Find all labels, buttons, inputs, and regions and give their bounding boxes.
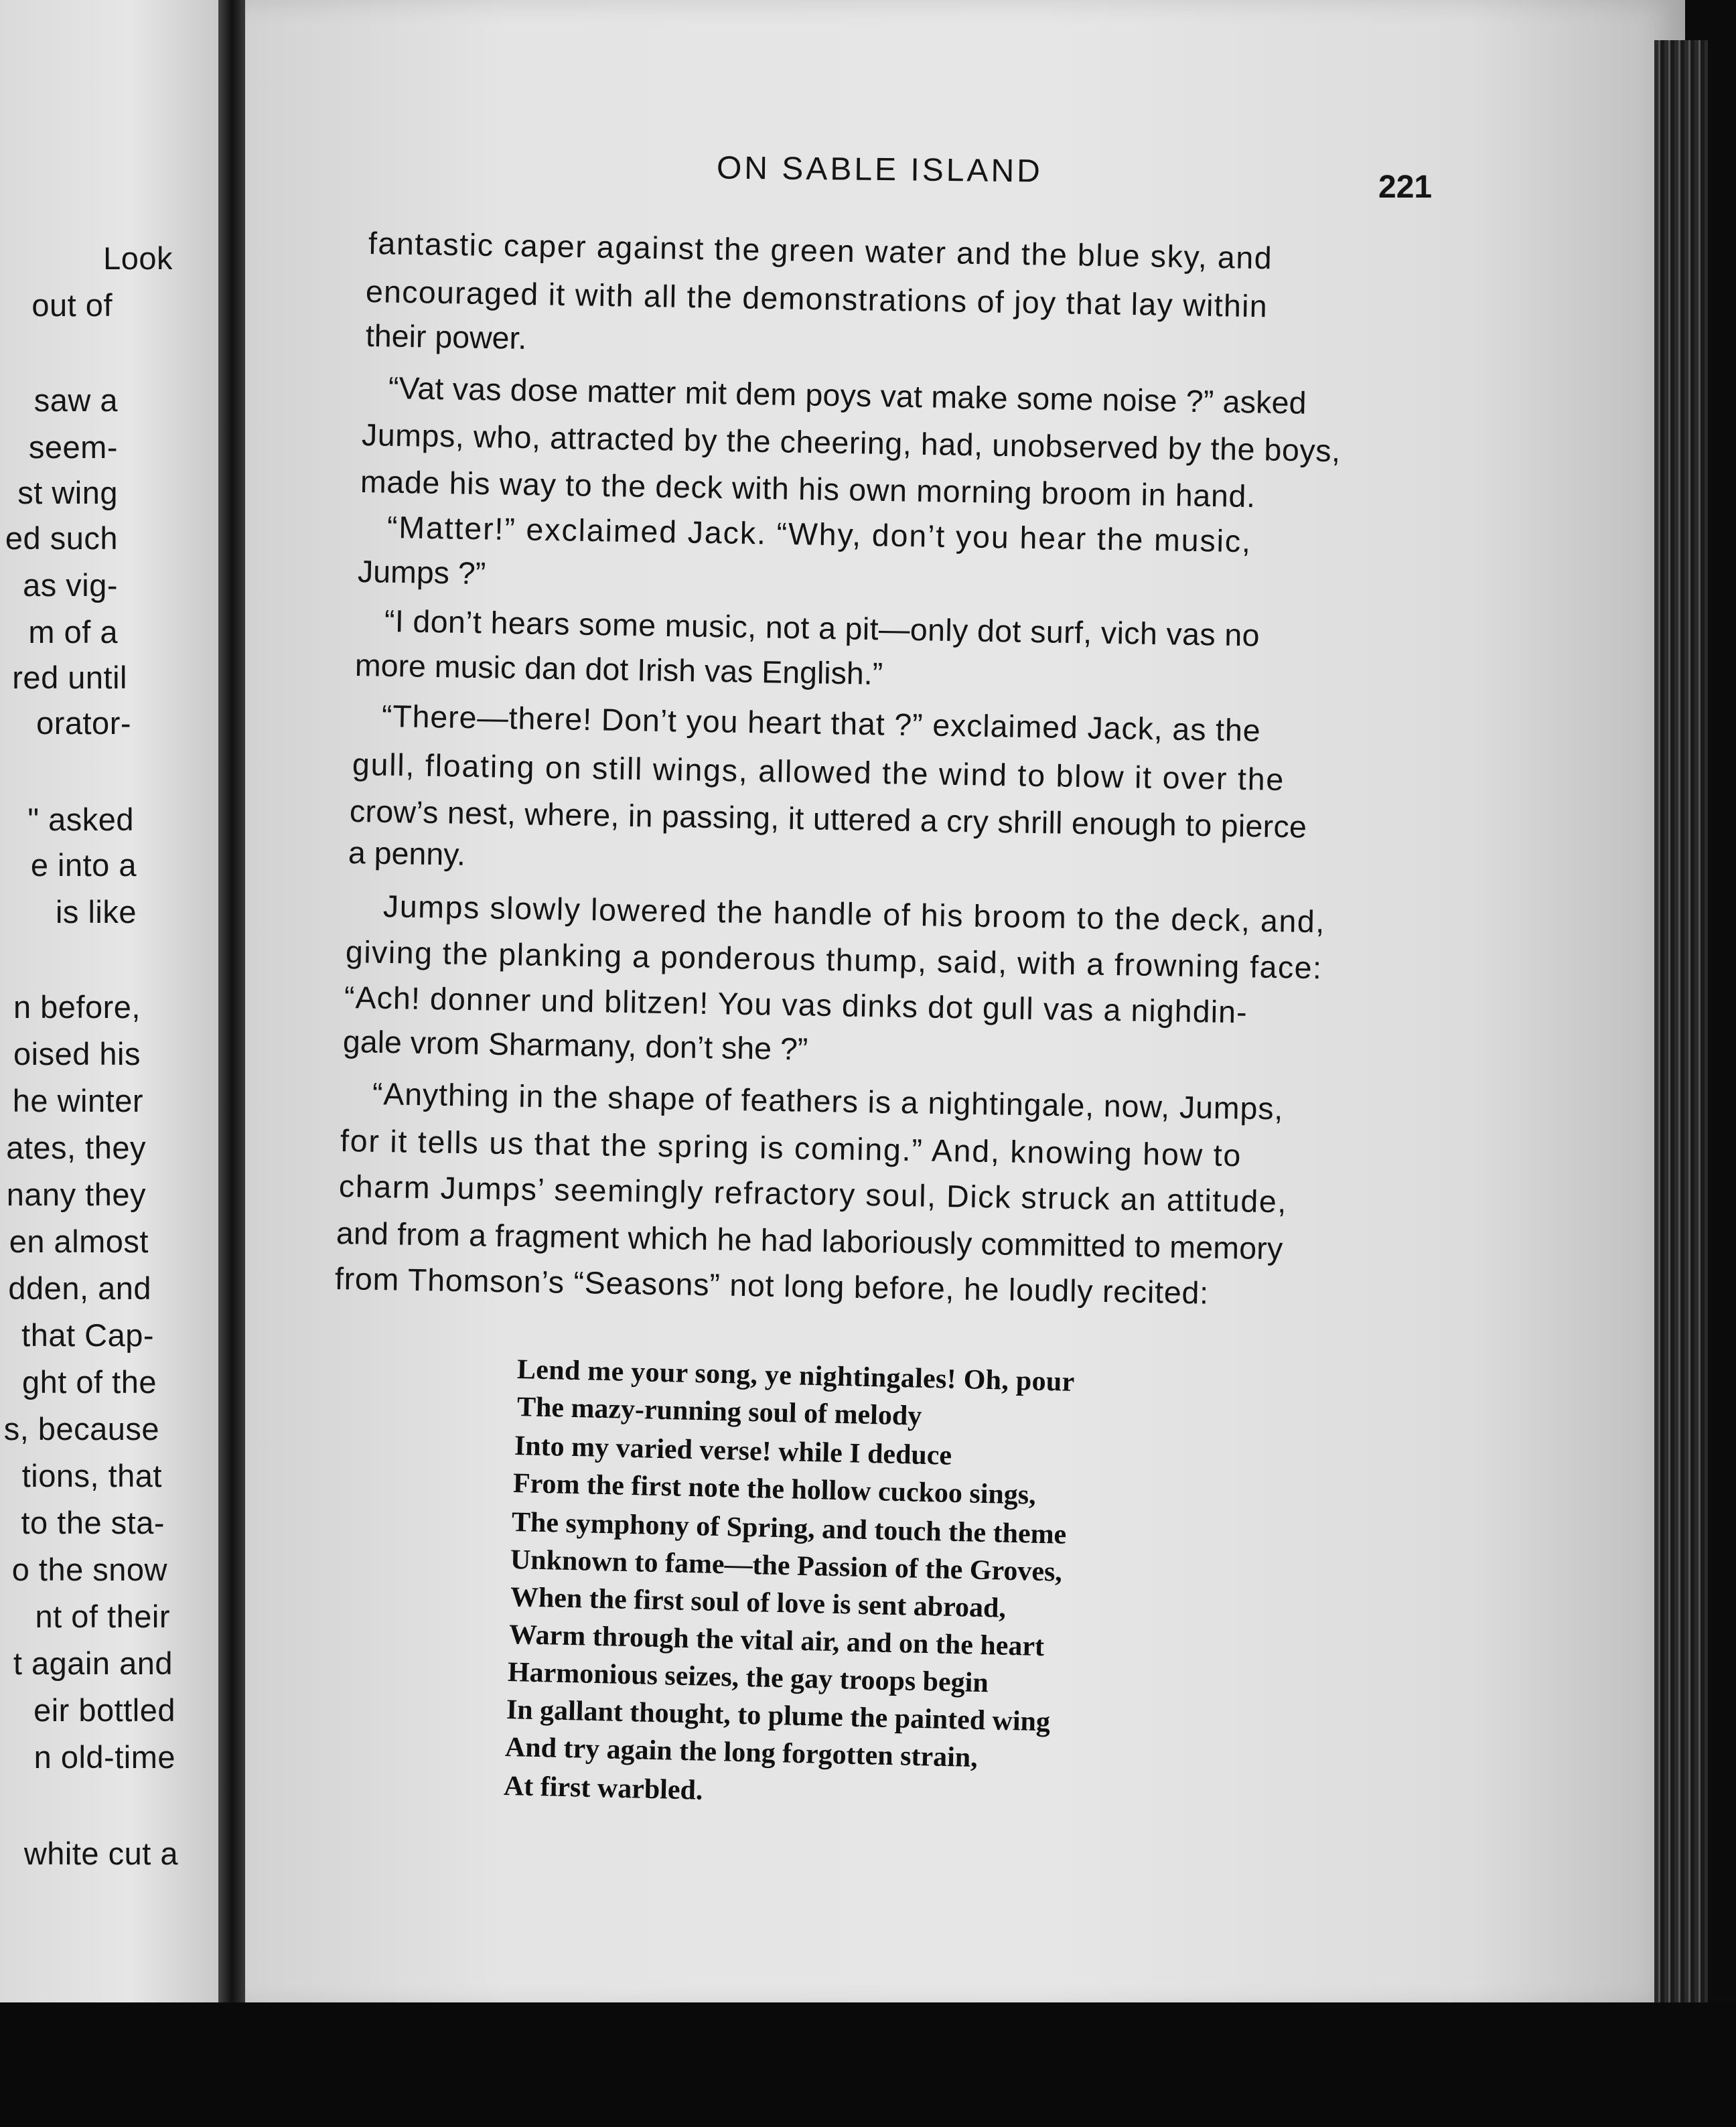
body-line: Jumps ?” (357, 554, 486, 591)
body-line: gull, floating on still wings, allowed the wind to blow it over the (352, 747, 1285, 798)
body-line: “Vat vas dose matter mit dem poys vat make some noise ?” asked (388, 370, 1307, 421)
facing-page-line: tions, that (21, 1458, 162, 1493)
verse-line: And try again the long forgotten strain, (504, 1732, 979, 1774)
body-line: a penny. (348, 835, 466, 872)
facing-page-line: orator- (36, 705, 131, 741)
body-line: from Thomson’s “Seasons” not long before, he loudly recited: (334, 1261, 1210, 1311)
facing-page-line: o the snow (11, 1552, 167, 1587)
facing-page-line: to the sta- (21, 1505, 165, 1540)
facing-page-line: t again and (13, 1645, 173, 1681)
verse-line: When the first soul of love is sent abroad, (510, 1582, 1007, 1624)
facing-page-line: n old-time (33, 1739, 175, 1775)
verse-line: Into my varied verse! while I deduce (514, 1431, 952, 1471)
body-line: their power. (365, 318, 527, 356)
facing-page-line: dden, and (8, 1270, 151, 1306)
body-line: “Anything in the shape of feathers is a nightingale, now, Jumps, (372, 1076, 1284, 1126)
body-line: charm Jumps’ seemingly refractory soul, Dick struck an attitude, (338, 1169, 1288, 1220)
verse-line: Warm through the vital air, and on the heart (508, 1619, 1045, 1663)
body-line: “Ach! donner und blitzen! You vas dinks dot gull vas a nighdin- (344, 980, 1248, 1030)
body-line: more music dan dot Irish vas English.” (354, 648, 883, 692)
verse-line: The mazy-running soul of melody (516, 1392, 922, 1432)
facing-page-line: nany they (6, 1177, 146, 1212)
facing-page-line: that Cap- (21, 1317, 154, 1353)
facing-page-line: n before, (13, 989, 141, 1025)
book-gutter (218, 0, 245, 2127)
body-line: crow’s nest, where, in passing, it uttered a cry shrill enough to pierce (349, 794, 1307, 845)
facing-page-line: ed such (5, 520, 118, 556)
facing-page-left (0, 0, 218, 2127)
verse-line: At first warbled. (503, 1771, 703, 1806)
facing-page-line: out of (31, 287, 113, 323)
facing-page-line: Look (103, 240, 173, 276)
facing-page-line: he winter (12, 1083, 143, 1118)
body-line: made his way to the deck with his own morning broom in hand. (360, 464, 1256, 514)
running-head: ON SABLE ISLAND (716, 150, 1043, 190)
verse-line: Harmonious seizes, the gay troops begin (507, 1657, 989, 1699)
scan-background (0, 2002, 1736, 2127)
facing-page-line: red until (12, 660, 127, 695)
facing-page-line: ates, they (6, 1130, 146, 1165)
verse-line: The symphony of Spring, and touch the theme (511, 1507, 1067, 1550)
body-line: giving the planking a ponderous thump, said, with a frowning face: (345, 934, 1323, 986)
verse-line: Unknown to fame—the Passion of the Groves, (510, 1544, 1063, 1588)
facing-page-line: oised his (13, 1036, 141, 1072)
body-line: fantastic caper against the green water and the blue sky, and (368, 226, 1273, 276)
body-line: for it tells us that the spring is coming.” And, knowing how to (340, 1123, 1242, 1173)
facing-page-line: " asked (27, 802, 134, 837)
facing-page-line: m of a (28, 614, 118, 650)
facing-page-line: white cut a (23, 1836, 178, 1871)
body-line: encouraged it with all the demonstrations of joy that lay within (365, 274, 1269, 324)
body-line: “I don’t hears some music, not a pit—only dot surf, vich vas no (384, 603, 1260, 653)
page-number: 221 (1378, 169, 1433, 205)
verse-line: Lend me your song, ye nightingales! Oh, pour (516, 1354, 1076, 1398)
body-line: Jumps slowly lowered the handle of his broom to the deck, and, (382, 889, 1326, 940)
body-line: “There—there! Don’t you heart that ?” exclaimed Jack, as the (381, 699, 1261, 748)
verse-line: From the first note the hollow cuckoo sings, (512, 1468, 1037, 1511)
facing-page-line: nt of their (35, 1599, 170, 1634)
facing-page-line: s, because (3, 1411, 159, 1447)
body-line: Jumps, who, attracted by the cheering, had, unobserved by the boys, (361, 417, 1342, 469)
facing-page-line: e into a (30, 847, 137, 883)
facing-page-line: en almost (9, 1224, 149, 1259)
facing-page-line: is like (55, 894, 137, 930)
facing-page-line: st wing (17, 475, 118, 510)
verse-line: In gallant thought, to plume the painted wing (506, 1694, 1051, 1738)
facing-page-line: saw a (33, 382, 118, 418)
facing-page-line: as vig- (23, 567, 118, 603)
facing-page-line: ght of the (22, 1364, 157, 1400)
facing-page-line: seem- (28, 429, 118, 465)
facing-page-line: eir bottled (33, 1692, 175, 1728)
body-line: “Matter!” exclaimed Jack. “Why, don’t you hear the music, (386, 510, 1252, 559)
body-line: and from a fragment which he had laboriously committed to memory (336, 1216, 1283, 1266)
page-edge-shadow (1654, 40, 1708, 2002)
body-line: gale vrom Sharmany, don’t she ?” (342, 1024, 808, 1067)
